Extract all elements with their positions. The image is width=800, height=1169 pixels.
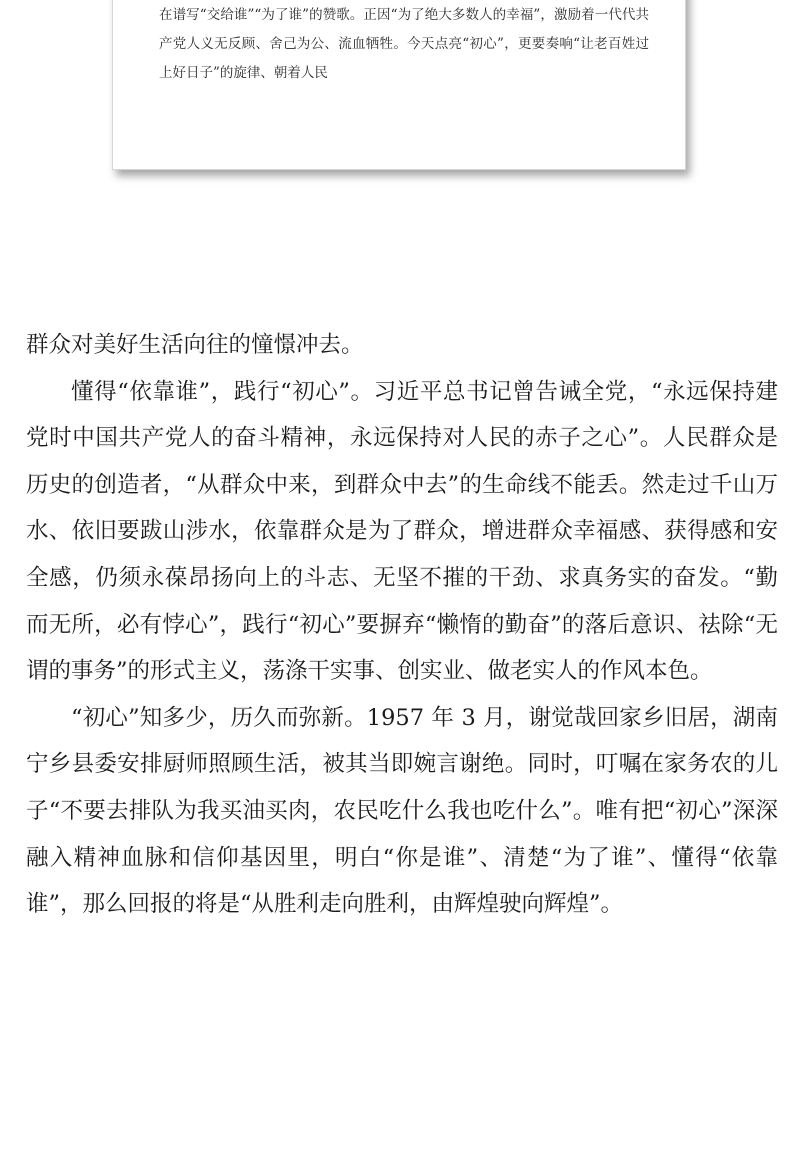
quote-card-text: 在谱写“交给谁”“为了谁”的赞歌。正因“为了绝大多数人的幸福”，激励着一代代共产党人义无反顾、舍己为公、流血牺牲。今天点亮“初心”，更要奏响“让老百姓过上好日子”的旋律、朝着人民 bbox=[159, 7, 649, 81]
article-paragraph: “初心”知多少，历久而弥新。1957 年 3 月，谢觉哉回家乡旧居，湖南宁乡县委安排厨师照顾生活，被其当即婉言谢绝。同时，叮嘱在家务农的儿子“不要去排队为我买油买肉，农民吃什么我也吃什么”。唯有把“初心”深深融入精神血脉和信仰基因里，明白“你是谁”、清楚“为了谁”、懂得“依靠谁”，那么回报的将是“从胜利走向胜利，由辉煌驶向辉煌”。 bbox=[26, 704, 778, 918]
article-paragraph: 群众对美好生活向往的憧憬冲去。 bbox=[26, 332, 364, 358]
article-paragraph: 懂得“依靠谁”，践行“初心”。习近平总书记曾告诫全党，“永远保持建党时中国共产党人的奋斗精神，永远保持对人民的赤子之心”。人民群众是历史的创造者，“从群众中来，到群众中去”的生命线不能丢。然走过千山万水、依旧要跋山涉水，依靠群众是为了群众，增进群众幸福感、获得感和安全感，仍须永葆昂扬向上的斗志、无坚不摧的干劲、求真务实的奋发。“勤而无所，必有悖心”，践行“初心”要摒弃“懒惰的勤奋”的落后意识、祛除“无谓的事务”的形式主义，荡涤干实事、创实业、做老实人的作风本色。 bbox=[26, 378, 778, 685]
article-body bbox=[26, 322, 778, 928]
quote-card bbox=[112, 0, 686, 170]
